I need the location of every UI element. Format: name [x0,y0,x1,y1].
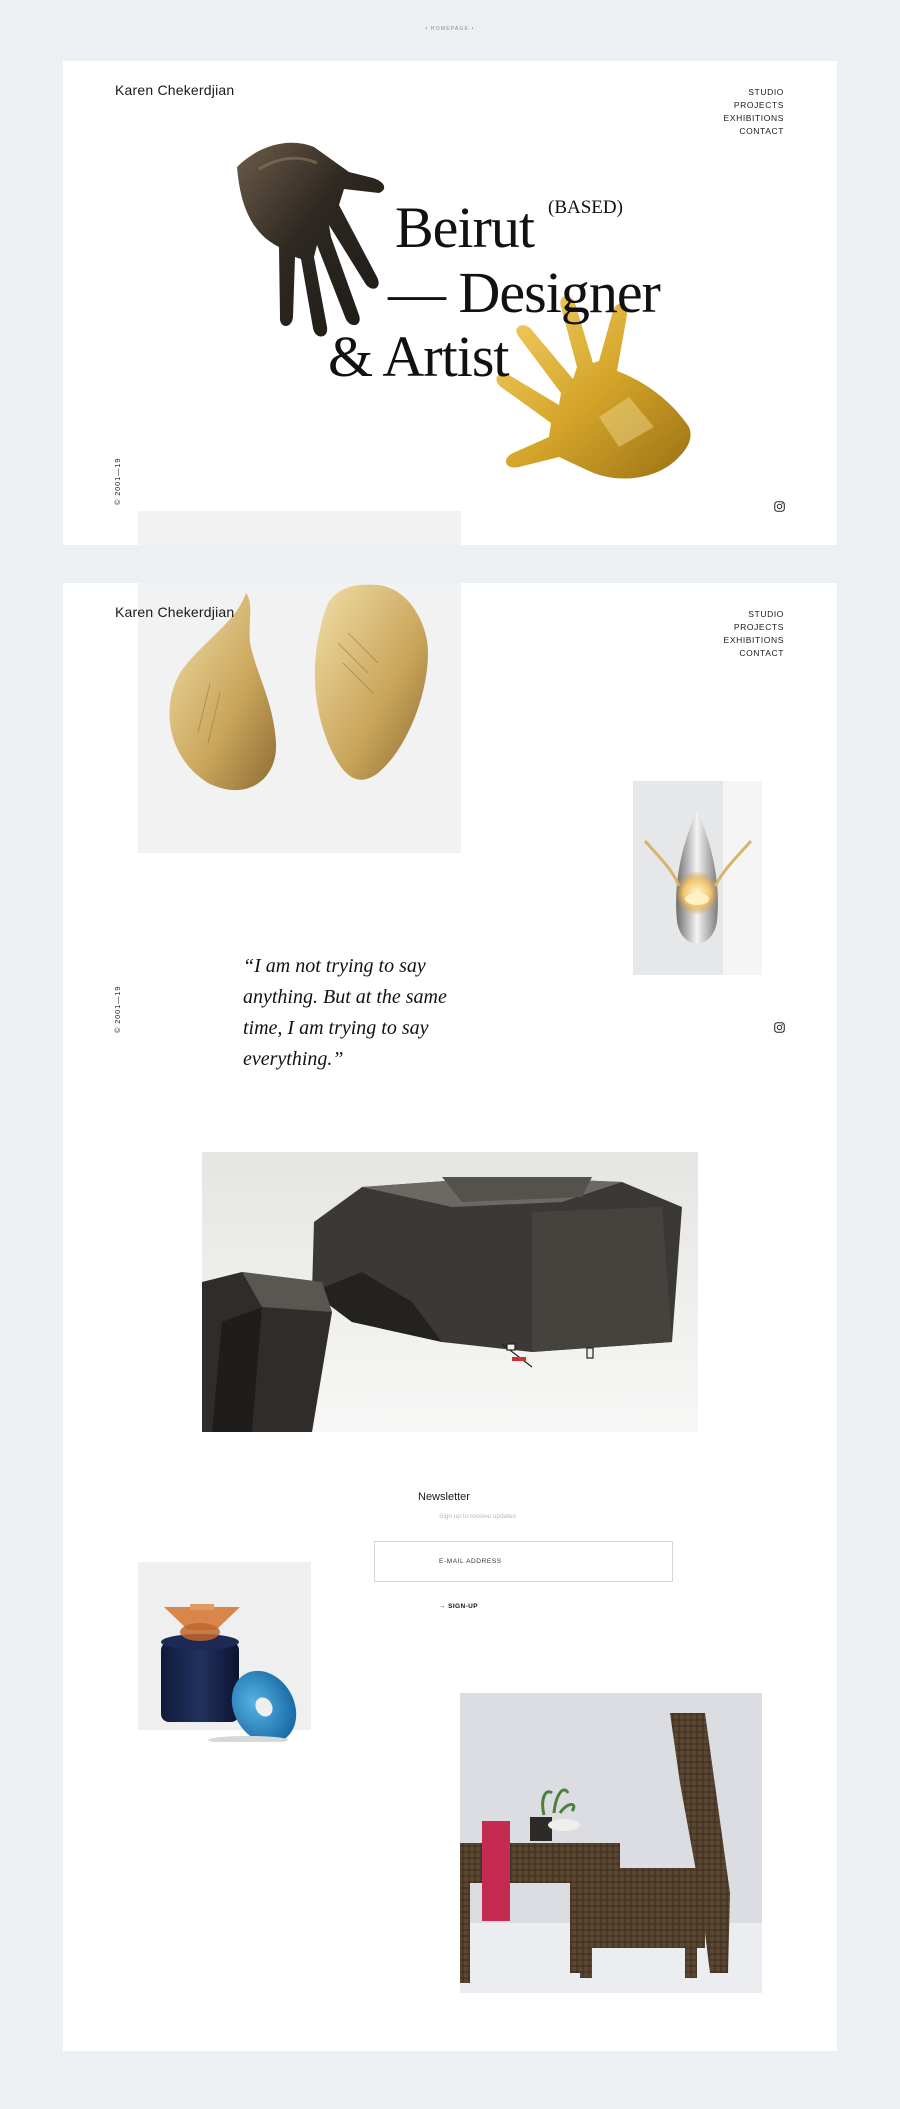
nav-projects[interactable]: PROJECTS [733,100,784,110]
hero-headline [63,61,837,545]
newsletter-title: Newsletter [418,1491,470,1503]
nav-studio[interactable]: STUDIO [748,87,784,97]
headline-artist: & Artist [328,324,509,389]
nav-exhibitions-2[interactable]: EXHIBITIONS [723,635,784,645]
headline-designer: — Designer [388,260,660,325]
nav-studio-2[interactable]: STUDIO [748,609,784,619]
gold-stones-image-top [138,511,461,545]
headline-beirut: Beirut [395,195,534,260]
candle-sculpture-image [633,781,762,975]
faceted-furniture-image [202,1152,698,1432]
nav-projects-2[interactable]: PROJECTS [733,622,784,632]
wicker-furniture-image [460,1693,762,1993]
site-logo-2[interactable]: Karen Chekerdjian [115,604,235,620]
headline-based: (BASED) [548,197,623,218]
signup-button[interactable]: → SIGN-UP [439,1603,478,1610]
nav-contact[interactable]: CONTACT [739,126,784,136]
gold-hand-image [479,267,709,497]
stool-sculpture-image [138,1562,311,1742]
nav-exhibitions[interactable]: EXHIBITIONS [723,113,784,123]
copyright-years-2: © 2001—19 [113,985,122,1033]
copyright-years: © 2001—19 [113,457,122,505]
gallery-section [63,583,837,2051]
gold-stones-image [138,583,461,853]
bronze-hand-image [219,127,449,357]
nav-contact-2[interactable]: CONTACT [739,648,784,658]
newsletter-subtitle: Sign up to receive updates [439,1513,516,1520]
homepage-label: • HOMEPAGE • [425,26,475,32]
instagram-icon[interactable] [774,501,785,512]
studio-quote: “I am not trying to say anything. But at the same time, I am trying to say everything.” [243,955,447,1070]
main-nav-2 [724,608,784,660]
hero-section [63,61,837,545]
instagram-icon-2[interactable] [774,1022,785,1033]
email-input[interactable] [374,1541,673,1582]
site-logo[interactable]: Karen Chekerdjian [115,82,235,98]
main-nav [724,86,784,138]
